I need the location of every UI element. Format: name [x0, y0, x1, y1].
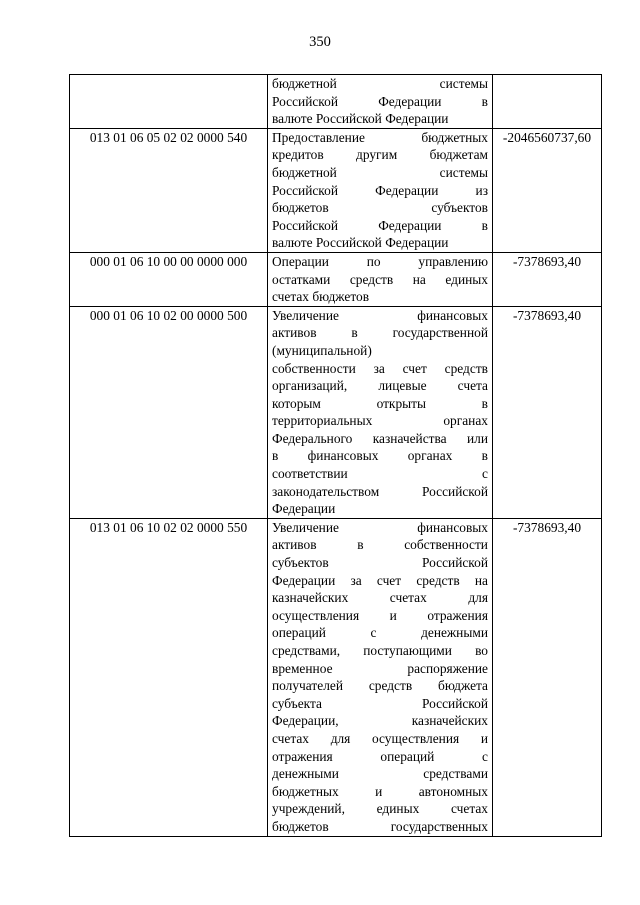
description-word: Российской: [422, 695, 488, 711]
description-word: счет: [402, 360, 427, 376]
description-word: субъектов: [431, 200, 488, 216]
description-word: счет: [376, 572, 402, 588]
description-word: в: [351, 325, 358, 341]
description-word: поступающими: [363, 643, 452, 658]
description-word: системы: [439, 76, 488, 91]
description-word: в: [481, 395, 488, 411]
description-cell: [268, 252, 493, 306]
description-word: финансовых: [307, 448, 379, 464]
description-word: Федерации,: [272, 713, 339, 729]
description-word: и: [375, 783, 383, 799]
description-line: [272, 554, 488, 572]
description-cell: [268, 128, 493, 252]
description-word: Федерального: [272, 430, 353, 446]
description-word: с: [370, 625, 377, 641]
description-word: Российской: [272, 182, 338, 198]
page-number: 350: [309, 34, 331, 50]
description-word: операций: [380, 748, 435, 764]
description-word: собственности: [272, 360, 356, 376]
description-cell: [268, 518, 493, 836]
description-word: активов: [272, 325, 317, 341]
description-word: бюджета: [438, 678, 488, 694]
description-line: [272, 589, 488, 607]
description-line: [272, 624, 488, 642]
description-word: получателей: [272, 678, 343, 694]
description-line: [272, 818, 488, 836]
description-word: лицевые: [378, 378, 427, 394]
table-row: [70, 252, 602, 306]
description-line: [272, 271, 488, 289]
amount-cell: -7378693,40: [493, 306, 602, 518]
description-word: в: [481, 217, 488, 233]
description-word: и: [389, 607, 397, 623]
description-word: бюджетной: [272, 164, 337, 180]
amount-cell: -2046560737,60: [493, 128, 602, 252]
description-word: государственной: [392, 325, 488, 341]
description-word: по: [366, 253, 381, 269]
description-word: учреждений,: [272, 801, 345, 817]
description-word: средств: [349, 271, 394, 287]
description-word: Федерации: [272, 501, 336, 517]
description-word: из: [475, 182, 488, 198]
description-line: [272, 536, 488, 554]
description-line: [272, 430, 488, 448]
description-word: средств: [444, 360, 488, 376]
description-word: для: [330, 730, 351, 746]
budget-sources-table: [69, 74, 602, 837]
description-line: [272, 572, 488, 590]
description-word: субъекта: [272, 695, 322, 711]
description-word: субъектов: [272, 555, 329, 571]
description-line: [272, 765, 488, 783]
description-line: [272, 360, 488, 378]
description-word: бюджетной: [272, 76, 337, 91]
description-word: Российской: [272, 93, 338, 109]
description-word: с: [482, 466, 488, 482]
description-word: организаций,: [272, 378, 348, 394]
description-line: [272, 465, 488, 483]
table-row: [70, 306, 602, 518]
description-word: Увеличение: [272, 307, 339, 323]
classification-code-cell: 013 01 06 10 02 02 0000 550: [70, 518, 268, 836]
description-word: государственных: [390, 818, 488, 834]
description-word: финансовых: [417, 307, 488, 323]
table-row: [70, 518, 602, 836]
description-word: денежными: [421, 625, 488, 641]
description-word: за: [373, 360, 385, 376]
classification-code-cell: 000 01 06 10 02 00 0000 500: [70, 306, 268, 518]
description-line: [272, 500, 488, 518]
description-word: казначейских: [272, 590, 349, 606]
description-line: [272, 234, 488, 252]
description-line: [272, 519, 488, 537]
description-word: временное: [272, 660, 333, 676]
description-line: [272, 748, 488, 766]
description-line: [272, 164, 488, 182]
table-body: [70, 75, 602, 837]
description-word: счетах: [450, 801, 488, 817]
description-word: денежными: [272, 766, 339, 782]
amount-cell: -7378693,40: [493, 518, 602, 836]
description-word: для: [468, 590, 488, 606]
description-word: другим: [356, 147, 398, 163]
description-word: единых: [445, 271, 488, 287]
description-word: в: [357, 537, 364, 553]
description-word: собственности: [404, 537, 488, 553]
description-word: операций: [272, 625, 326, 641]
description-word: единых: [376, 801, 420, 817]
description-line: [272, 395, 488, 413]
description-line: [272, 288, 488, 306]
description-word: в: [481, 448, 488, 464]
description-word: в: [481, 93, 488, 109]
description-word: Федерации: [378, 217, 442, 233]
description-word: в: [272, 448, 279, 464]
description-line: [272, 783, 488, 801]
description-cell: [268, 306, 493, 518]
description-word: средствами: [423, 766, 488, 782]
description-word: (муниципальной): [272, 342, 372, 358]
description-line: [272, 377, 488, 395]
description-word: бюджетных: [272, 783, 339, 799]
description-word: счетах бюджетов: [272, 289, 370, 305]
description-word: активов: [272, 537, 317, 553]
description-line: [272, 712, 488, 730]
amount-cell: -7378693,40: [493, 252, 602, 306]
description-word: за: [350, 572, 362, 588]
description-word: Увеличение: [272, 519, 339, 535]
description-word: бюджетов: [272, 200, 329, 216]
description-word: бюджетов: [272, 818, 329, 834]
classification-code-cell: [70, 75, 268, 129]
description-line: [272, 677, 488, 695]
description-word: управлению: [418, 253, 488, 269]
description-line: [272, 660, 488, 678]
classification-code-cell: 013 01 06 05 02 02 0000 540: [70, 128, 268, 252]
description-line: [272, 253, 488, 271]
description-word: отражения: [272, 748, 333, 764]
description-word: Российской: [272, 217, 338, 233]
description-word: валюте Российской Федерации: [272, 235, 449, 251]
description-word: Федерации: [375, 182, 439, 198]
description-word: остатками: [272, 271, 331, 287]
description-word: счетах: [272, 730, 310, 746]
table-row: [70, 128, 602, 252]
amount-cell: [493, 75, 602, 129]
description-word: счетах: [389, 590, 427, 606]
description-line: [272, 483, 488, 501]
description-word: Федерации: [272, 572, 336, 588]
description-line: [272, 217, 488, 235]
description-line: [272, 730, 488, 748]
description-line: [272, 642, 488, 660]
description-word: Операции: [272, 253, 329, 269]
description-word: системы: [439, 164, 488, 180]
description-word: с: [482, 748, 488, 764]
description-word: казначейства: [372, 430, 447, 446]
table-row: [70, 75, 602, 129]
description-word: Предоставление: [272, 129, 365, 145]
description-word: бюджетных: [421, 129, 488, 145]
description-word: Российской: [422, 555, 488, 571]
description-line: [272, 182, 488, 200]
description-word: и: [480, 730, 488, 746]
description-line: [272, 199, 488, 217]
description-word: осуществления: [272, 607, 360, 623]
description-line: [272, 146, 488, 164]
description-word: органах: [407, 448, 453, 464]
description-word: счета: [457, 378, 488, 394]
description-word: на: [412, 271, 426, 287]
description-line: [272, 412, 488, 430]
description-line: [272, 110, 488, 128]
description-word: средств: [368, 678, 413, 694]
description-line: [272, 447, 488, 465]
description-word: во: [475, 643, 488, 658]
description-word: отражения: [427, 607, 488, 623]
description-line: [272, 607, 488, 625]
description-word: на: [474, 572, 488, 588]
description-line: [272, 93, 488, 111]
description-word: или: [466, 430, 488, 446]
description-word: соответствии: [272, 466, 348, 482]
description-word: территориальных: [272, 413, 373, 429]
description-word: открыты: [376, 395, 426, 411]
description-word: которым: [272, 395, 321, 411]
description-word: Федерации: [378, 93, 442, 109]
description-line: [272, 75, 488, 93]
description-line: [272, 342, 488, 360]
description-word: осуществления: [372, 730, 460, 746]
description-word: средств: [416, 572, 460, 588]
description-word: органах: [443, 413, 488, 429]
description-word: распоряжение: [407, 660, 488, 676]
description-word: законодательством: [272, 483, 380, 499]
description-word: казначейских: [411, 713, 488, 729]
description-word: средствами,: [272, 643, 341, 658]
description-word: кредитов: [272, 147, 324, 163]
description-word: Российской: [422, 483, 488, 499]
description-word: финансовых: [417, 519, 488, 535]
description-line: [272, 324, 488, 342]
description-line: [272, 307, 488, 325]
description-line: [272, 129, 488, 147]
description-cell: [268, 75, 493, 129]
description-word: валюте Российской Федерации: [272, 111, 449, 127]
description-word: автономных: [418, 783, 488, 799]
description-line: [272, 800, 488, 818]
classification-code-cell: 000 01 06 10 00 00 0000 000: [70, 252, 268, 306]
description-word: бюджетам: [429, 147, 488, 163]
description-line: [272, 695, 488, 713]
